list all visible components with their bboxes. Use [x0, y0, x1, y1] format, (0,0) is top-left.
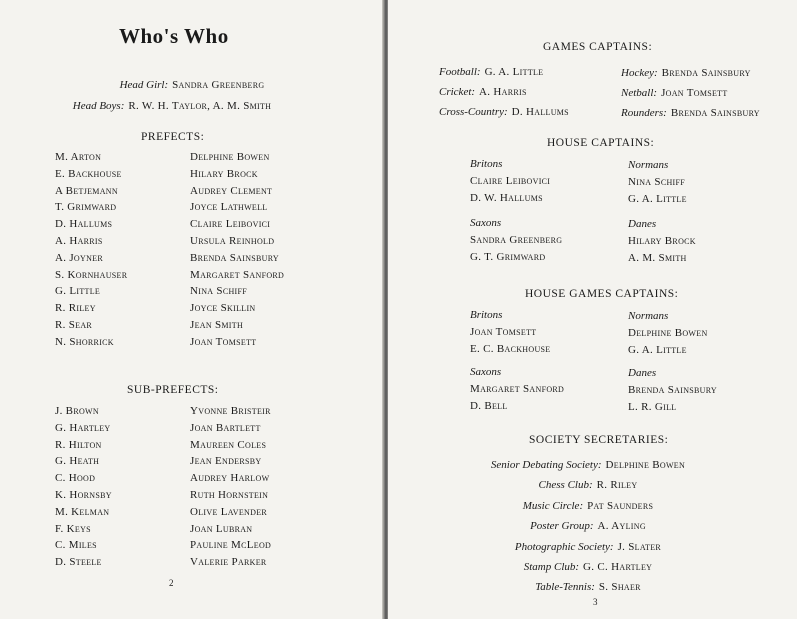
games-row [621, 83, 728, 101]
secretary-name: G. C. Hartley [583, 561, 653, 573]
games-row [439, 82, 527, 100]
list-item: D. Steele [55, 556, 102, 569]
games-group-britons [470, 307, 550, 357]
list-item: M. Kelman [55, 505, 110, 518]
list-item: Ruth Hornstein [190, 488, 269, 501]
list-item: A Betjemann [55, 184, 118, 197]
list-item: Joyce Skillin [190, 302, 256, 315]
sport-label: Rounders: [621, 107, 667, 119]
list-item: N. Shorrick [55, 335, 114, 348]
left-page [0, 0, 384, 619]
house-name: Normans [628, 310, 669, 322]
page-number: 2 [169, 578, 174, 588]
list-item: Nina Schiff [628, 175, 686, 188]
list-item: J. Brown [55, 405, 99, 417]
list-item: Margaret Sanford [470, 382, 565, 395]
house-name: Saxons [470, 217, 502, 229]
house-group-danes [628, 216, 696, 266]
games-row [621, 63, 751, 81]
house-name: Britons [470, 309, 503, 321]
sport-label: Football: [439, 66, 481, 78]
society-secretaries-heading: SOCIETY SECRETARIES: [529, 434, 669, 446]
list-item: Olive Lavender [190, 505, 268, 518]
society-label: Table-Tennis: [535, 581, 595, 593]
society-row [388, 516, 788, 534]
list-item: G. Hartley [55, 421, 111, 434]
secretary-name: J. Slater [617, 541, 662, 553]
list-item: Delphine Bowen [190, 151, 270, 163]
list-item: Hilary Brock [190, 167, 258, 180]
list-item: R. Sear [55, 318, 93, 331]
house-name: Britons [470, 158, 503, 170]
list-item: Brenda Sainsbury [190, 251, 280, 264]
head-boys-line [0, 96, 344, 114]
games-group-danes [628, 365, 717, 415]
list-item: Claire Leibovici [190, 218, 271, 231]
list-item: Audrey Harlow [190, 472, 270, 485]
list-item: Joan Lubran [190, 522, 253, 535]
page-title: Who's Who [119, 24, 229, 48]
games-row [439, 62, 543, 80]
house-captains-heading: HOUSE CAPTAINS: [547, 137, 655, 149]
list-item: D. Bell [470, 399, 508, 412]
list-item: R. Hilton [55, 438, 102, 451]
games-row [439, 102, 569, 120]
list-item: Ursula Reinhold [190, 234, 275, 247]
society-label: Music Circle: [522, 500, 584, 512]
list-item: Joan Bartlett [190, 421, 261, 434]
sport-label: Hockey: [621, 67, 658, 79]
list-item: S. Kornhauser [55, 268, 128, 281]
list-item: G. Heath [55, 455, 100, 468]
captain-name: Brenda Sainsbury [661, 67, 751, 79]
captain-name: Brenda Sainsbury [670, 107, 760, 119]
list-item: G. A. Little [628, 343, 687, 356]
list-item: G. A. Little [628, 192, 687, 205]
list-item: Brenda Sainsbury [628, 383, 718, 396]
list-item: D. W. Hallums [470, 191, 543, 204]
house-name: Saxons [470, 366, 502, 378]
society-row [388, 496, 788, 514]
sub-prefects-heading: SUB-PREFECTS: [127, 384, 219, 396]
list-item: Delphine Bowen [628, 326, 708, 339]
list-item: Jean Endersby [190, 455, 262, 468]
head-girl-line [0, 75, 384, 93]
house-group-normans [628, 157, 687, 207]
list-item: C. Hood [55, 472, 96, 485]
captain-name: Joan Tomsett [661, 87, 728, 99]
list-item: Nina Schiff [190, 285, 248, 298]
society-label: Stamp Club: [523, 561, 580, 573]
list-item: Joyce Lathwell [190, 201, 268, 214]
house-group-britons [470, 156, 550, 206]
list-item: Pauline McLeod [190, 539, 272, 552]
captain-name: G. A. Little [484, 66, 544, 78]
secretary-name: S. Shaer [598, 581, 641, 593]
secretary-name: Pat Saunders [587, 500, 654, 512]
head-boys-value: R. W. H. Taylor, A. M. Smith [128, 100, 272, 112]
list-item: Joan Tomsett [190, 335, 257, 348]
list-item: E. C. Backhouse [470, 342, 551, 355]
sub-prefects-col1 [55, 403, 112, 571]
list-item: Maureen Coles [190, 438, 267, 451]
house-name: Normans [628, 159, 669, 171]
page-number: 3 [593, 597, 598, 607]
secretary-name: A. Ayling [597, 520, 646, 532]
sport-label: Cricket: [439, 86, 476, 98]
society-label: Chess Club: [538, 479, 593, 491]
list-item: G. T. Grimward [470, 250, 546, 263]
list-item: Jean Smith [190, 318, 244, 331]
list-item: Valerie Parker [190, 556, 267, 569]
games-group-saxons [470, 364, 564, 414]
head-girl-label: Head Girl: [119, 79, 169, 91]
list-item: M. Arton [55, 151, 102, 163]
house-name: Danes [628, 367, 657, 379]
list-item: Hilary Brock [628, 234, 696, 247]
secretary-name: Delphine Bowen [605, 459, 686, 471]
list-item: A. M. Smith [628, 251, 687, 264]
list-item: Joan Tomsett [470, 325, 537, 338]
list-item: Sandra Greenberg [470, 233, 563, 246]
list-item: E. Backhouse [55, 167, 122, 180]
prefects-col1 [55, 149, 127, 351]
list-item: A. Harris [55, 234, 103, 247]
society-row [388, 557, 788, 575]
house-group-saxons [470, 215, 562, 265]
society-row [388, 475, 788, 493]
games-captains-heading: GAMES CAPTAINS: [543, 41, 653, 53]
games-group-normans [628, 308, 708, 358]
prefects-heading: PREFECTS: [141, 131, 205, 143]
list-item: T. Grimward [55, 201, 117, 214]
list-item: Audrey Clement [190, 184, 273, 197]
society-label: Senior Debating Society: [490, 459, 602, 471]
society-row [388, 577, 788, 595]
sport-label: Cross-Country: [439, 106, 508, 118]
list-item: F. Keys [55, 522, 91, 535]
list-item: Margaret Sanford [190, 268, 285, 281]
captain-name: A. Harris [479, 86, 527, 98]
house-name: Danes [628, 218, 657, 230]
list-item: K. Hornsby [55, 488, 112, 501]
list-item: Yvonne Bristeir [190, 405, 271, 417]
list-item: Claire Leibovici [470, 174, 551, 187]
head-girl-value: Sandra Greenberg [172, 79, 265, 91]
sub-prefects-col2 [190, 403, 271, 571]
games-row [621, 103, 760, 121]
society-label: Photographic Society: [514, 541, 614, 553]
sport-label: Netball: [621, 87, 658, 99]
society-row [388, 537, 788, 555]
list-item: R. Riley [55, 302, 96, 315]
secretary-name: R. Riley [596, 479, 638, 491]
list-item: A. Joyner [55, 251, 103, 264]
list-item: C. Miles [55, 539, 97, 552]
captain-name: D. Hallums [511, 106, 569, 118]
list-item: D. Hallums [55, 218, 113, 231]
list-item: L. R. Gill [628, 400, 677, 413]
house-games-captains-heading: HOUSE GAMES CAPTAINS: [525, 288, 679, 300]
head-boys-label: Head Boys: [72, 100, 125, 112]
society-row [388, 455, 788, 473]
list-item: G. Little [55, 285, 101, 298]
prefects-col2 [190, 149, 284, 351]
society-label: Poster Group: [530, 520, 594, 532]
right-page [388, 0, 797, 619]
